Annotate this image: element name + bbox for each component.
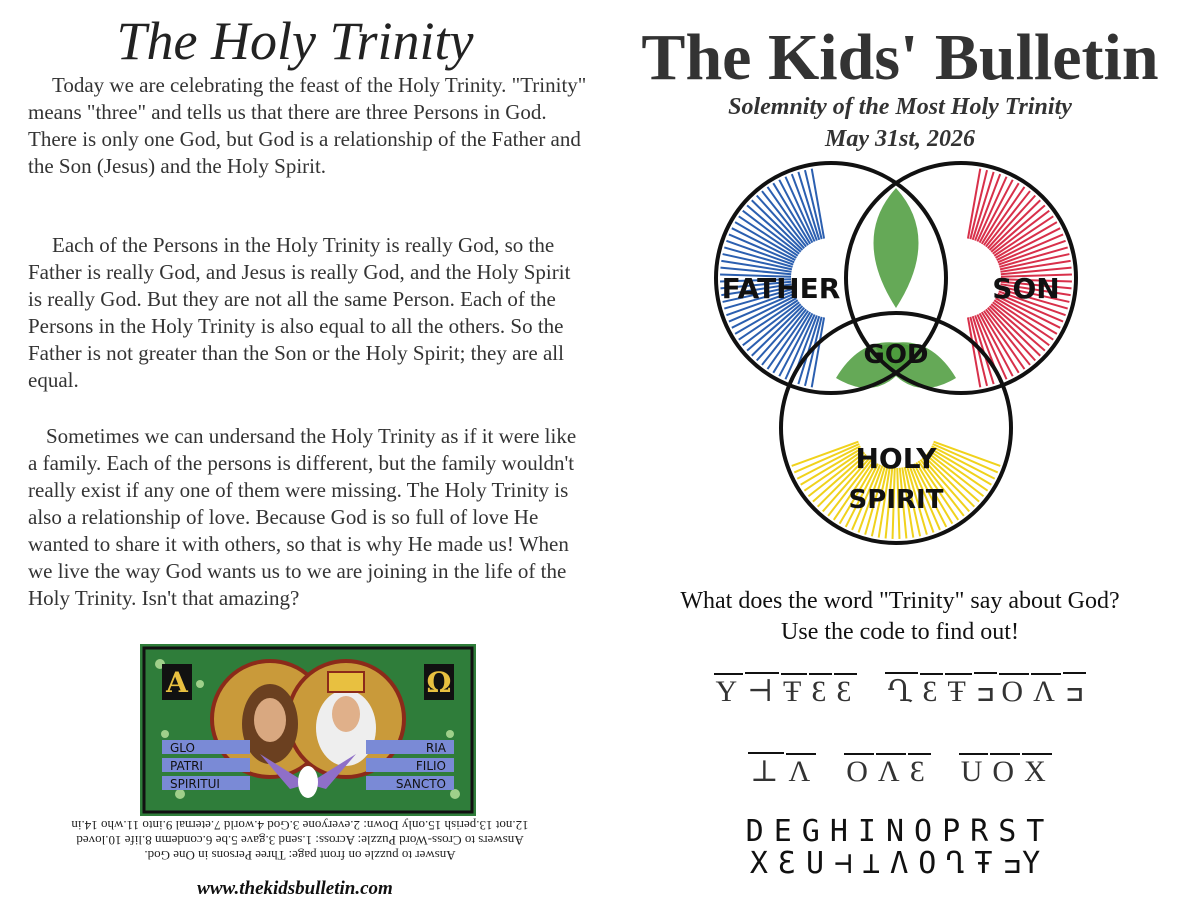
paragraph-1: Today we are celebrating the feast of the Holy Trinity. "Trinity" means "three" and tells us that there are three Persons in God. There is only one God, but God is a relationship of the Father and the Son (Jesus) and the Holy Spirit. [28, 73, 587, 178]
cipher-symbol: Ղ [885, 672, 918, 709]
cipher-symbol: ⊥ [748, 752, 784, 789]
answers-line-3: 12.not 13.perish 15.only Down: 2.everyone 3.God 4.world 7.eternal 9.into 11.who 14.in [71, 818, 529, 833]
right-page [600, 0, 1200, 900]
trinity-venn-diagram [686, 158, 1106, 578]
cipher-symbol: Λ [877, 755, 904, 788]
cipher-symbol: Ɛ [922, 675, 942, 708]
question-line-1: What does the word "Trinity" say about God? [680, 588, 1120, 614]
answers-line-2: Answers to Cross-Word Puzzle: Across: 1.send 3.gave 5.be 6.condemn 8.life 10.loved [76, 833, 524, 848]
art-word-glo: GLO [170, 741, 196, 755]
cipher-symbol: Ŧ [947, 675, 970, 708]
cipher-symbol: Ŧ [783, 675, 806, 708]
bulletin-subtitle: Solemnity of the Most Holy Trinity [728, 94, 1072, 120]
cipher-symbol: Ο [992, 755, 1019, 788]
cipher-symbol: Ɛ [811, 675, 831, 708]
cipher-symbol: Ο [846, 755, 872, 788]
alpha-letter: A [166, 666, 188, 699]
paragraph-2: Each of the Persons in the Holy Trinity is really God, so the Father is really God, and Jesus is really God, and the Holy Spirit is really God. But they are not all the same Person. Each of the Persons in the Holy Trinity is also equal to all the others. So the Father is not greater than the Son or the Holy Spirit; they are all equal. [28, 233, 571, 392]
website-url[interactable]: www.thekidsbulletin.com [197, 878, 393, 899]
left-title: The Holy Trinity [116, 11, 474, 71]
cipher-line-2 [600, 752, 1200, 789]
cipher-key-letters: DEGHINOPRST [745, 814, 1055, 849]
art-word-ria: RIA [425, 741, 446, 755]
cipher-symbol: X [1024, 755, 1050, 788]
cipher-symbol: ⊣ [745, 672, 779, 709]
cipher-symbol: ߏ [974, 672, 998, 709]
venn-spirit-label: SPIRIT [848, 485, 944, 515]
leaf-top [874, 188, 919, 308]
cipher-line-1 [600, 672, 1200, 709]
question-line-2: Use the code to find out! [781, 619, 1019, 645]
bulletin-title: The Kids' Bulletin [641, 21, 1159, 94]
cipher-symbol: U [960, 755, 987, 788]
cipher-symbol: Ɛ [836, 675, 856, 708]
ray-line [999, 241, 1066, 265]
cipher-symbol: Λ [788, 755, 815, 788]
omega-letter: Ω [426, 666, 452, 699]
cipher-symbol: Ɛ [909, 755, 929, 788]
art-word-patri: PATRI [170, 759, 203, 773]
paragraph-3: Sometimes we can undersand the Holy Trinity as if it were like a family. Each of the persons is different, but the family wouldn't really exist if any one of them were missing. The Holy Trinity is also a relationship of love. Because God is so full of love He wanted to share it with others, so that is why He made us! When we live the way God wants us to we are joining in the life of the Holy Trinity. Isn't that amazing? [28, 424, 577, 610]
venn-son-label: SON [992, 272, 1060, 305]
answers-line-1: Answer to puzzle on front page: Three Persons in One God. [144, 848, 456, 863]
answers-upside-down [20, 818, 580, 863]
trinity-art-image [140, 644, 476, 816]
cipher-symbol: ߏ [1063, 672, 1087, 709]
ray-line [726, 241, 793, 265]
cipher-symbol: Λ [1033, 675, 1059, 708]
art-word-spiritui: SPIRITUI [170, 777, 220, 791]
cipher-symbol: Ο [1001, 675, 1028, 708]
venn-holy-label: HOLY [855, 442, 937, 475]
art-word-sancto: SANCTO [395, 777, 446, 791]
ray-line [934, 442, 1001, 466]
bulletin-date: May 31st, 2026 [825, 126, 975, 152]
venn-father-label: FATHER [721, 272, 841, 305]
art-word-filio: FILIO [415, 759, 446, 773]
cipher-symbol: Y [715, 675, 742, 708]
ray-line [792, 442, 859, 466]
cipher-key-codes: XƐU⊣⊥ΛΟՂŦߏY [749, 846, 1051, 881]
venn-god-label: GOD [863, 340, 929, 370]
